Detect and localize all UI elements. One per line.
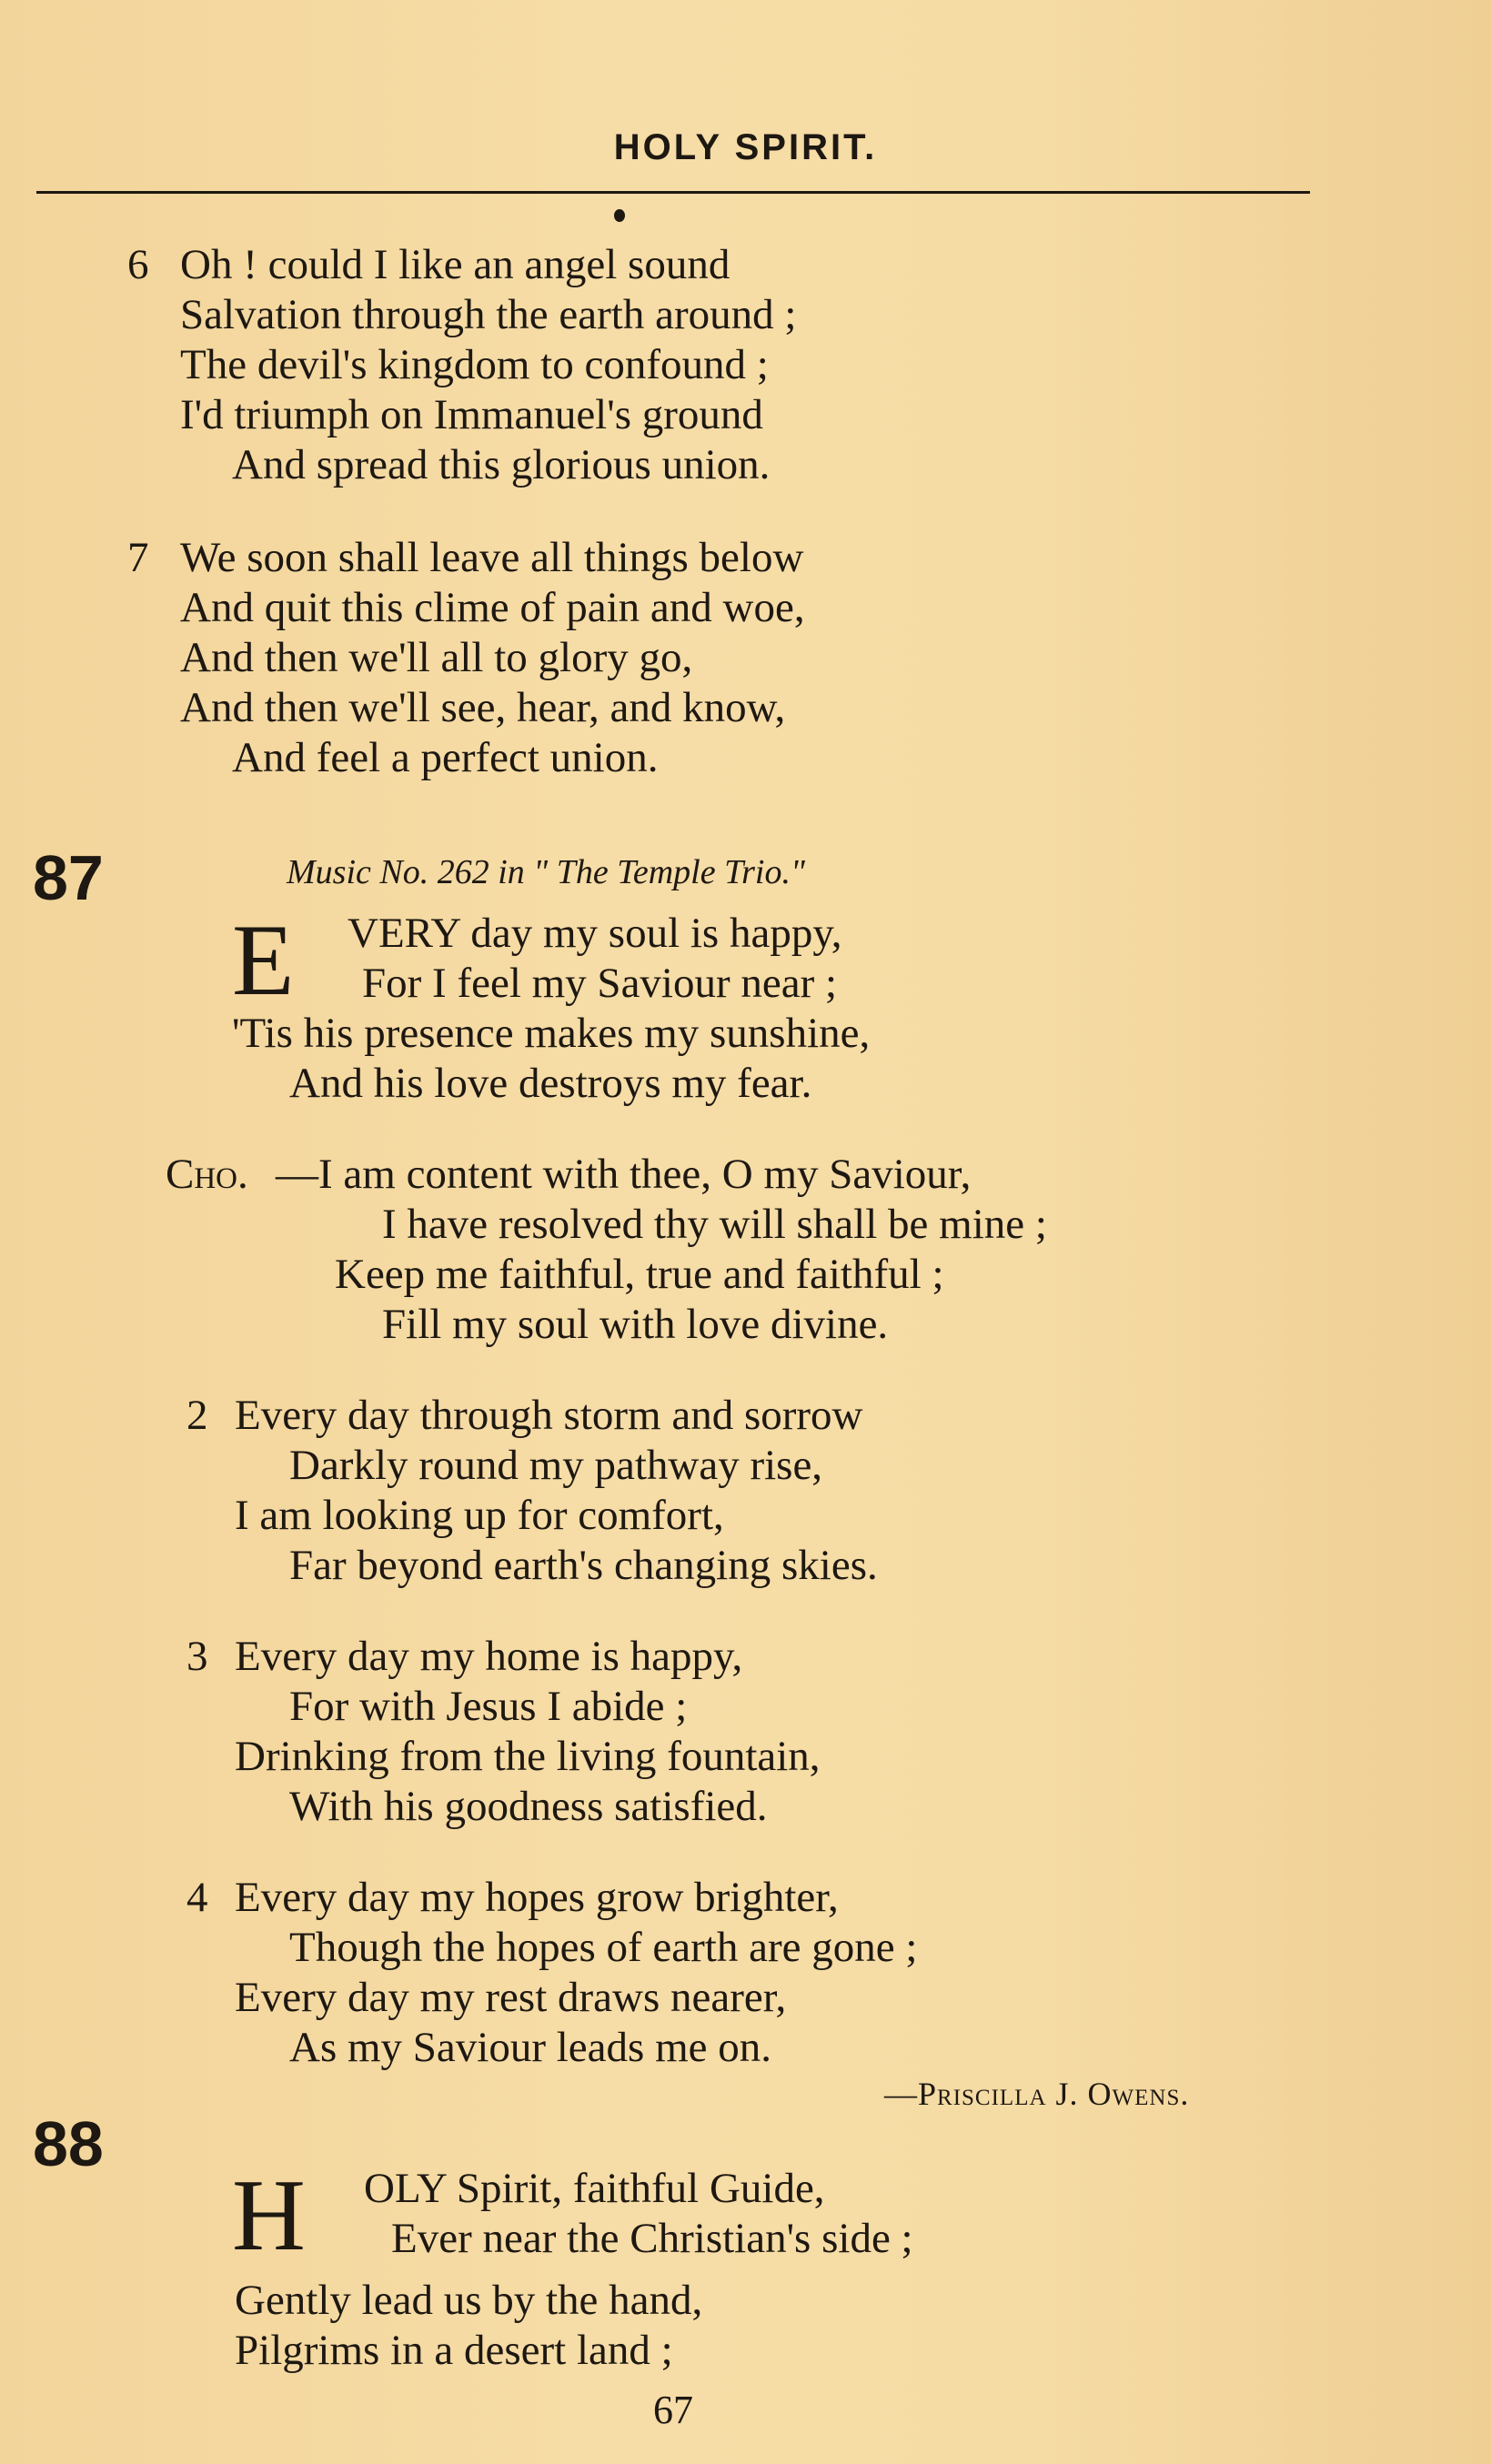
chorus-line: Fill my soul with love divine.	[382, 1301, 889, 1348]
verse-line: I am looking up for comfort,	[235, 1492, 724, 1539]
verse-line: Every day my home is happy,	[235, 1633, 743, 1680]
verse-line: VERY day my soul is happy,	[348, 910, 842, 957]
header-rule	[36, 191, 1310, 194]
verse-line: And then we'll see, hear, and know,	[180, 684, 786, 731]
verse-line: For I feel my Saviour near ;	[362, 960, 838, 1007]
verse-line: Every day my rest draws nearer,	[235, 1974, 787, 2021]
verse-number: 3	[186, 1633, 208, 1680]
verse-line: As my Saviour leads me on.	[289, 2024, 771, 2071]
verse-line: Every day my hopes grow brighter,	[235, 1874, 839, 1921]
author-attribution: —Priscilla J. Owens.	[884, 2076, 1190, 2112]
chorus-line: Keep me faithful, true and faithful ;	[335, 1251, 944, 1298]
hymn-number: 88	[33, 2108, 104, 2179]
drop-capital: H	[232, 2159, 306, 2272]
verse-line: Every day through storm and sorrow	[235, 1392, 863, 1439]
verse-number: 2	[186, 1392, 208, 1439]
verse-line: For with Jesus I abide ;	[289, 1683, 688, 1730]
verse-line: Salvation through the earth around ;	[180, 291, 797, 338]
running-header: HOLY SPIRIT.	[613, 127, 878, 167]
verse-line: I'd triumph on Immanuel's ground	[180, 391, 763, 438]
verse-line: Oh ! could I like an angel sound	[180, 241, 730, 288]
verse-line: Far beyond earth's changing skies.	[289, 1542, 878, 1589]
verse-line: The devil's kingdom to confound ;	[180, 341, 769, 388]
chorus-label: Cho.	[166, 1151, 248, 1198]
verse-line: Darkly round my pathway rise,	[289, 1442, 823, 1489]
verse-line: Drinking from the living fountain,	[235, 1733, 821, 1780]
chorus-line: I have resolved thy will shall be mine ;	[382, 1201, 1047, 1248]
verse-line: And then we'll all to glory go,	[180, 634, 693, 681]
verse-number: 4	[186, 1874, 208, 1921]
verse-number: 7	[127, 534, 149, 581]
verse-line: With his goodness satisfied.	[289, 1783, 768, 1830]
verse-line: 'Tis his presence makes my sunshine,	[232, 1010, 871, 1057]
verse-line: Gently lead us by the hand,	[235, 2277, 703, 2324]
verse-line: And quit this clime of pain and woe,	[180, 584, 805, 631]
chorus-line: —I am content with thee, O my Saviour,	[276, 1151, 972, 1198]
verse-line: Ever near the Christian's side ;	[391, 2215, 913, 2262]
verse-line: We soon shall leave all things below	[180, 534, 804, 581]
page-number: 67	[653, 2388, 693, 2432]
verse-line: Pilgrims in a desert land ;	[235, 2327, 673, 2374]
verse-line: And spread this glorious union.	[232, 441, 771, 488]
drop-capital: E	[232, 904, 295, 1017]
music-reference: Music No. 262 in " The Temple Trio."	[287, 853, 805, 891]
verse-line: OLY Spirit, faithful Guide,	[364, 2165, 825, 2212]
verse-line: And feel a perfect union.	[232, 734, 659, 781]
hymn-number: 87	[33, 842, 104, 913]
ornament-dot	[614, 209, 625, 222]
verse-line: Though the hopes of earth are gone ;	[289, 1924, 918, 1971]
verse-line: And his love destroys my fear.	[289, 1060, 812, 1107]
verse-number: 6	[127, 241, 149, 288]
